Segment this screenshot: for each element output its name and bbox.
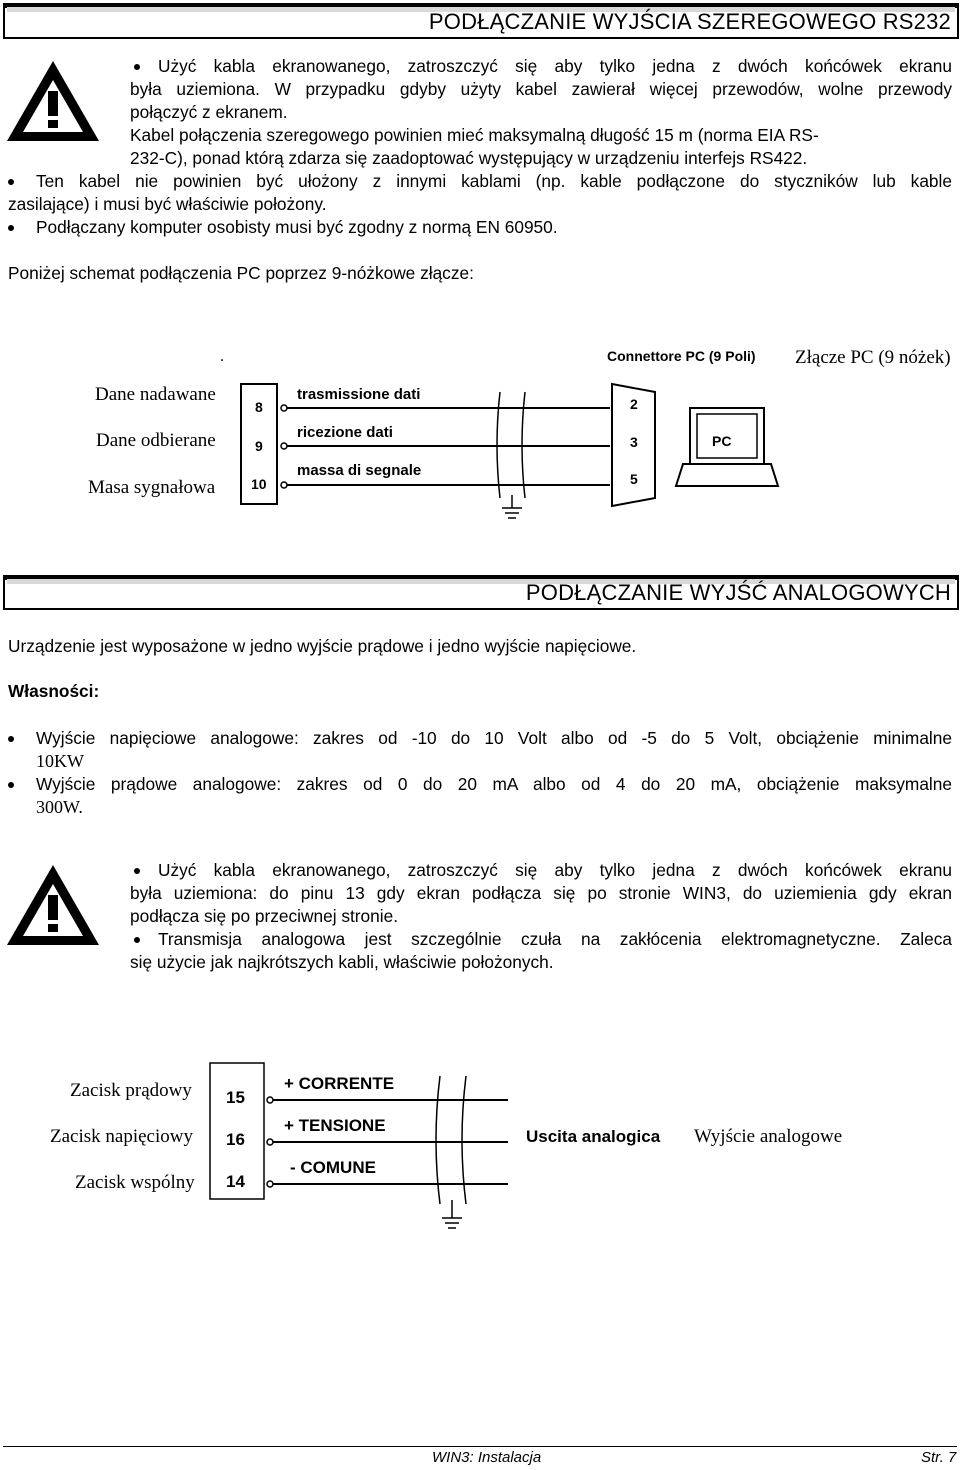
signal-tx: trasmissione dati — [297, 386, 421, 403]
pin-left-9: 9 — [255, 438, 263, 454]
property-item-2 — [8, 773, 952, 796]
pin-right-5: 5 — [630, 471, 638, 487]
footer-title: WIN3: Instalacja — [432, 1449, 542, 1466]
pin-15: 15 — [226, 1088, 245, 1107]
output-label: Uscita analogica — [526, 1127, 661, 1146]
analog-properties-list — [8, 727, 952, 819]
bullet — [134, 64, 140, 70]
text-line: się użycie jak najkrótszych kabli, właściwie położonych. — [130, 952, 554, 972]
signal-rx: ricezione dati — [297, 424, 393, 441]
row-label-gnd: Masa sygnałowa — [88, 477, 216, 498]
text-line: 232-C), ponad którą zdarza się zaadoptować występujący w urządzeniu interfejs RS422. — [130, 148, 808, 168]
signal-gnd: massa di segnale — [297, 462, 422, 479]
bullet-item-1 — [8, 170, 952, 193]
text-line: była uziemiona: do pinu 13 gdy ekran podłącza się po stronie WIN3, do uziemienia gdy ekran — [130, 883, 952, 903]
warning-icon — [4, 862, 102, 948]
text-line: 300W. — [36, 797, 83, 817]
pin-14: 14 — [226, 1172, 245, 1191]
text-line: była uziemiona. W przypadku gdyby użyty kabel zawierał więcej przewodów, wolne przewody — [130, 79, 952, 99]
text-line-wrap — [8, 796, 952, 819]
text-line: podłącza się po przeciwnej stronie. — [130, 906, 399, 926]
row-label-tx: Dane nadawane — [95, 384, 216, 405]
bullet — [8, 179, 14, 185]
warning-item-2 — [158, 928, 952, 951]
text-line: zasilające) i musi być właściwie położony. — [8, 194, 327, 214]
text-line: 10KW — [36, 751, 84, 771]
bullet-list-rs232 — [8, 170, 952, 239]
rs232-wires — [0, 340, 960, 540]
page-number: Str. 7 — [921, 1449, 957, 1466]
text-line: Ten kabel nie powinien być ułożony z innymi kablami (np. kable podłączone do styczników lub kable — [36, 171, 952, 191]
bullet — [8, 782, 14, 788]
connector-title-pl: Złącze PC (9 nóżek) — [795, 347, 951, 368]
pc-label: PC — [712, 433, 732, 449]
text-line: Kabel połączenia szeregowego powinien mieć maksymalną długość 15 m (norma EIA RS- — [130, 125, 819, 145]
section-title-rs232: PODŁĄCZANIE WYJŚCIA SZEREGOWEGO RS232 — [428, 9, 951, 34]
bullet — [134, 868, 140, 874]
row-label-voltage: Zacisk napięciowy — [50, 1126, 193, 1147]
text-line: Użyć kabla ekranowanego, zatroszczyć się aby tylko jedna z dwóch końcówek ekranu — [158, 860, 952, 880]
row-label-common: Zacisk wspólny — [75, 1172, 195, 1193]
pin-left-10: 10 — [251, 476, 267, 492]
analog-wiring-diagram — [0, 1060, 960, 1240]
text-line: Wyjście napięciowe analogowe: zakres od -10 do 10 Volt albo od -5 do 5 Volt, obciążenie minimalne — [36, 728, 952, 748]
pin-right-3: 3 — [630, 434, 638, 450]
bullet — [134, 937, 140, 943]
analog-intro: Urządzenie jest wyposażone w jedno wyjście prądowe i jedno wyjście napięciowe. — [8, 636, 637, 656]
diagram-intro: Poniżej schemat podłączenia PC poprzez 9-nóżkowe złącze: — [8, 263, 474, 283]
signal-common: - COMUNE — [290, 1158, 376, 1177]
row-label-rx: Dane odbierane — [96, 430, 216, 451]
rs232-wiring-diagram — [0, 340, 960, 540]
bullet — [8, 736, 14, 742]
text-line-wrap — [8, 750, 952, 773]
pin-left-8: 8 — [255, 399, 263, 415]
text-line: połączyć z ekranem. — [130, 102, 288, 122]
text-line: Wyjście prądowe analogowe: zakres od 0 do 20 mA albo od 4 do 20 mA, obciążenie maksymalne — [36, 774, 952, 794]
text-line: Podłączany komputer osobisty musi być zgodny z normą EN 60950. — [36, 217, 558, 237]
text-line: Użyć kabla ekranowanego, zatroszczyć się aby tylko jedna z dwóch końcówek ekranu — [158, 56, 952, 76]
signal-voltage: + TENSIONE — [284, 1116, 386, 1135]
footer-divider — [3, 1446, 957, 1447]
properties-label: Własności: — [8, 681, 100, 701]
property-item-1 — [8, 727, 952, 750]
pin-right-2: 2 — [630, 396, 638, 412]
section-header-rs232 — [3, 3, 959, 39]
warning-icon — [4, 58, 102, 144]
bullet-item-2 — [8, 216, 952, 239]
warning-item-1 — [130, 859, 952, 882]
section-title-analog: PODŁĄCZANIE WYJŚĆ ANALOGOWYCH — [525, 580, 951, 605]
signal-current: + CORRENTE — [284, 1074, 395, 1093]
warning-list-analog — [130, 859, 952, 972]
warning-list-rs232 — [130, 55, 952, 168]
section-header-analog — [3, 575, 959, 610]
text-line: Transmisja analogowa jest szczególnie czuła na zakłócenia elektromagnetyczne. Zaleca — [158, 929, 952, 949]
analog-wires — [0, 1060, 960, 1240]
bullet — [8, 225, 14, 231]
row-label-current: Zacisk prądowy — [70, 1080, 192, 1101]
connector-title: Connettore PC (9 Poli) — [607, 348, 756, 364]
warning-item-1 — [130, 55, 952, 78]
pin-16: 16 — [226, 1130, 245, 1149]
output-label-pl: Wyjście analogowe — [694, 1126, 843, 1147]
diagram-dot: . — [220, 348, 224, 365]
